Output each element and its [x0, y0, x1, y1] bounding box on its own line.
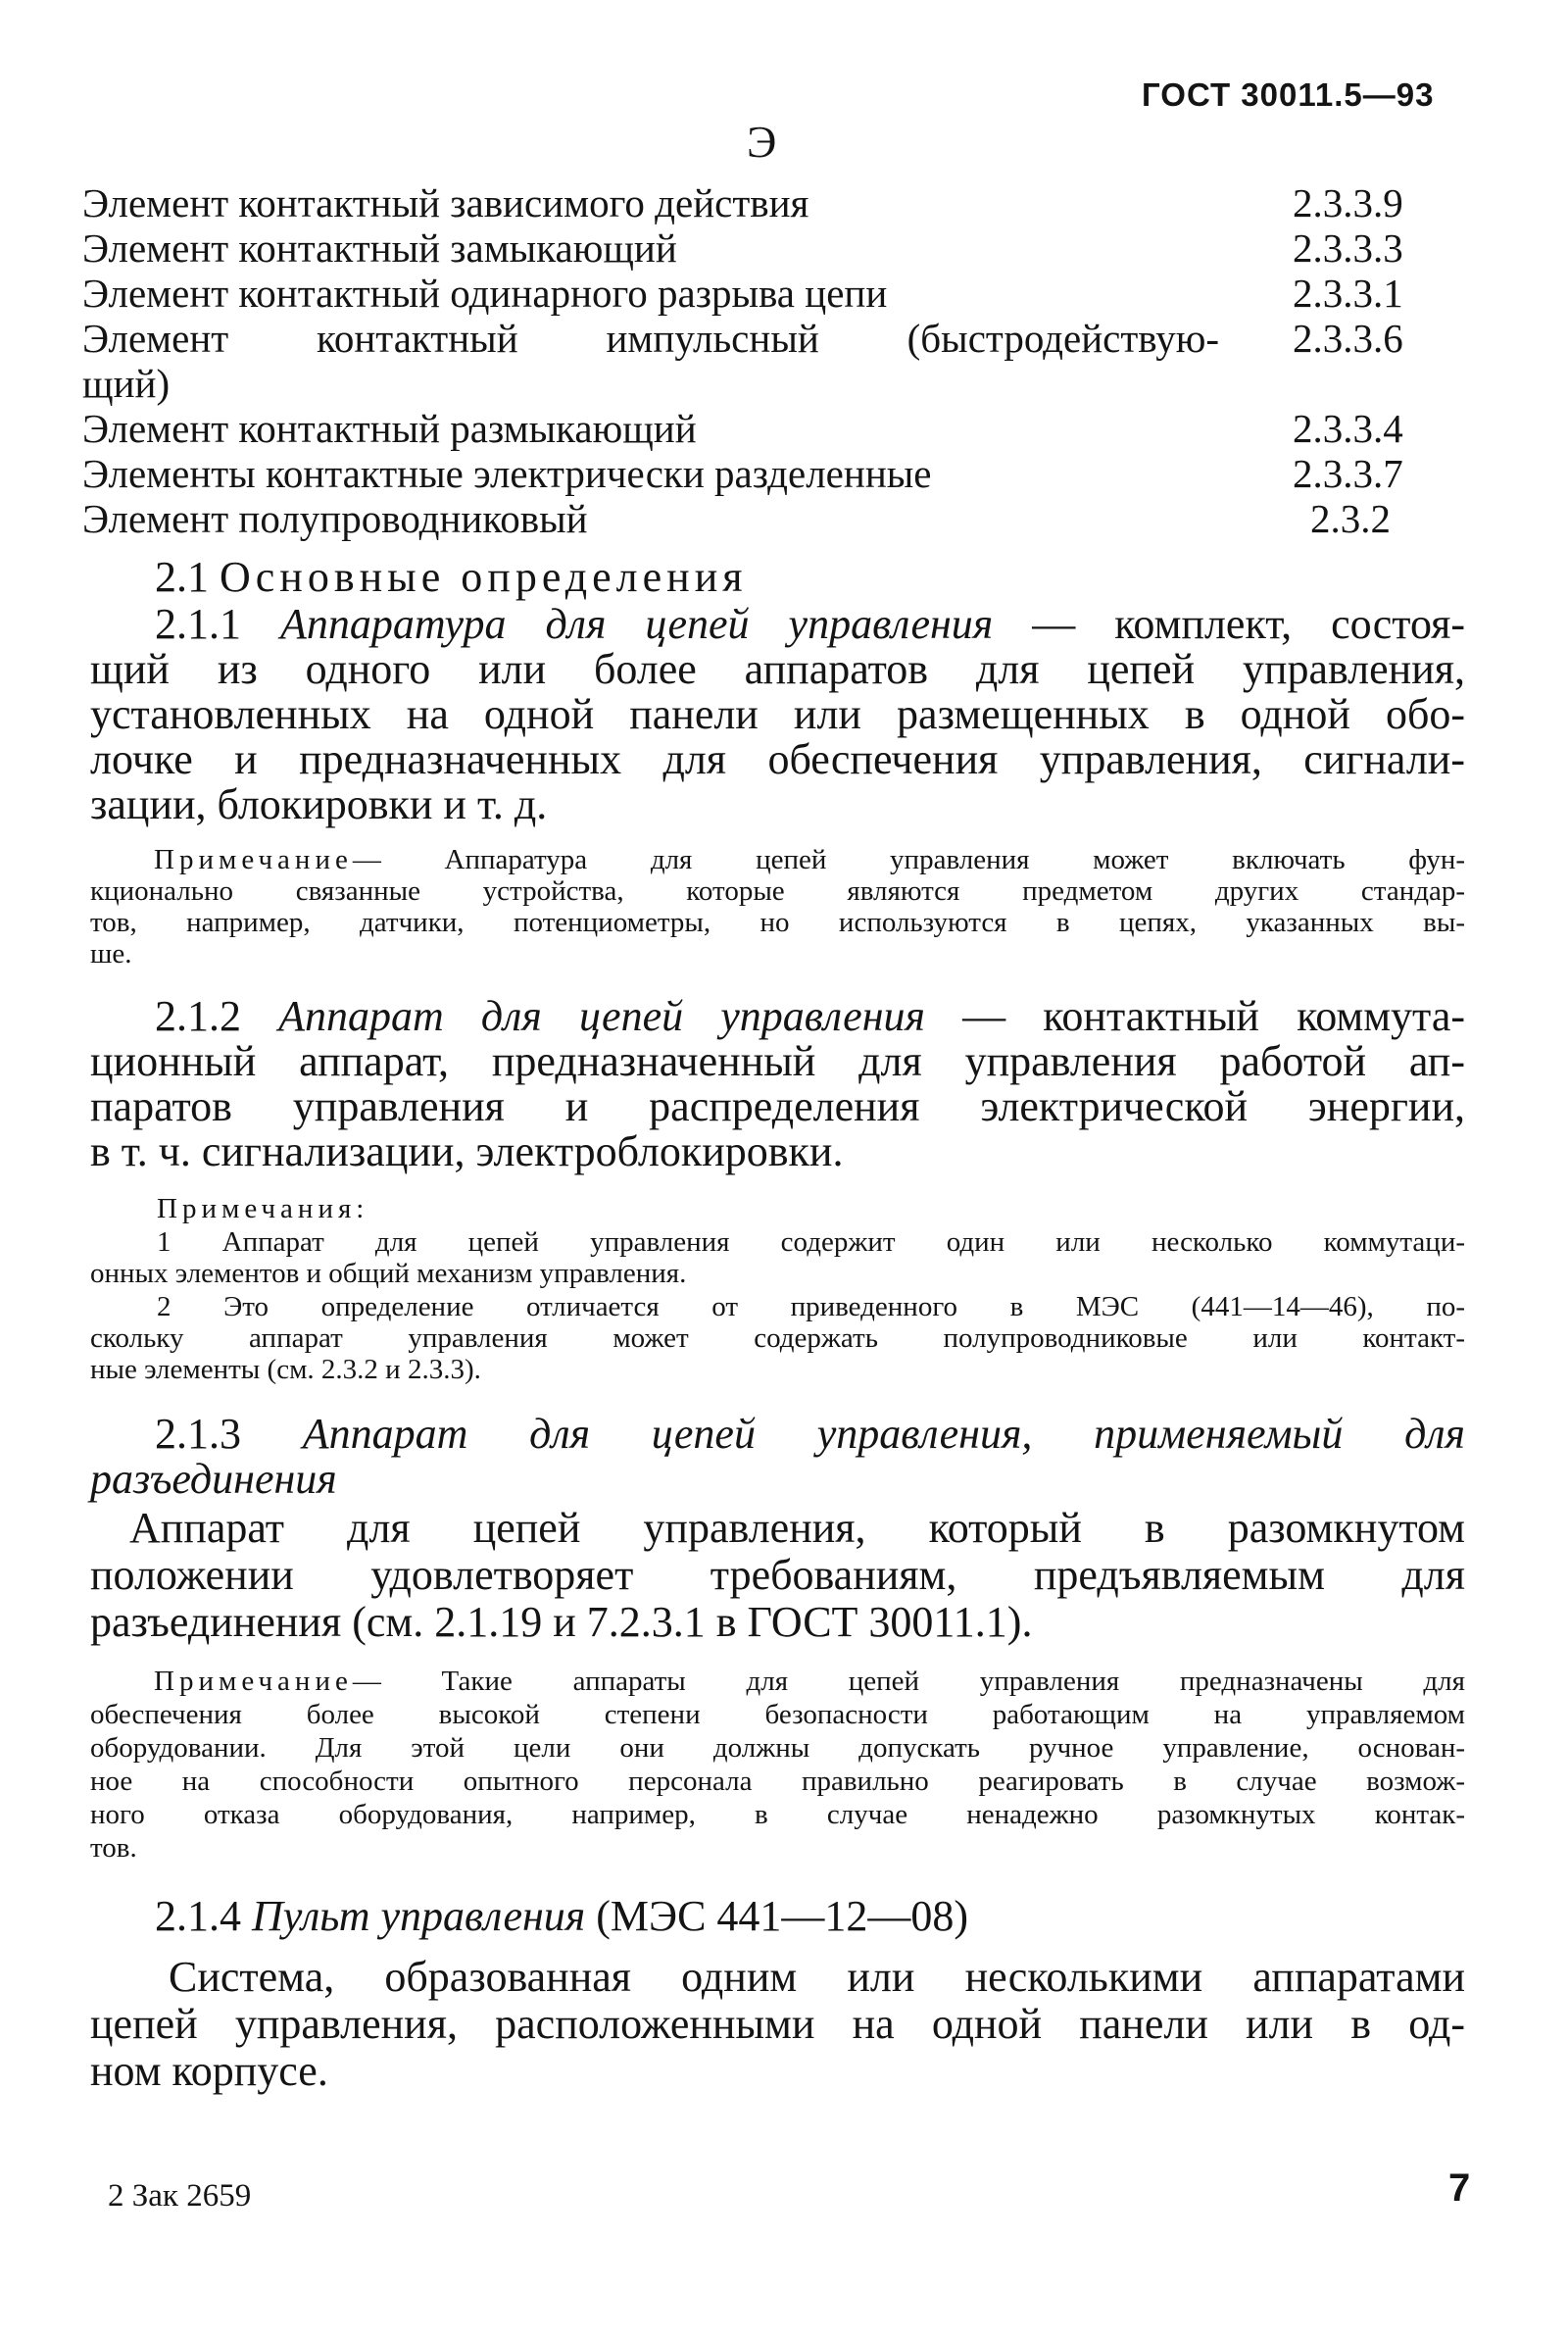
p211-term: Аппаратура для цепей управления	[280, 600, 994, 648]
index-entry	[82, 271, 1425, 316]
p212-note-line: 1 Аппарат для цепей управления содержит один или несколько коммутаци-	[157, 1226, 1465, 1258]
p213-line: Аппарат для цепей управления, который в разомкнутом	[129, 1504, 1465, 1552]
p211-note-line: ше.	[90, 938, 132, 970]
index-letter: Э	[747, 117, 777, 167]
p214-line: Система, образованная одним или несколькими аппаратами	[169, 1953, 1465, 2001]
p213-note-line-1	[154, 1667, 1465, 1696]
p213-note-line: тов.	[90, 1832, 137, 1864]
p213-note-line: оборудовании. Для этой цели они должны допускать ручное управление, основан-	[90, 1732, 1465, 1764]
p212-notes-label: Примечания:	[157, 1193, 369, 1224]
p213-number: 2.1.3	[155, 1410, 241, 1458]
p214-number: 2.1.4	[155, 1892, 241, 1940]
p211-tail: — комплект, состоя-	[1032, 600, 1466, 648]
p214-line: цепей управления, расположенными на одной панели или в од-	[90, 2000, 1465, 2048]
index-term: Элемент контактный размыкающий	[82, 406, 697, 451]
index-term: Элементы контактные электрически разделенные	[82, 451, 932, 496]
index-entry	[82, 406, 1425, 451]
index-ref: 2.3.3.9	[1293, 180, 1403, 225]
p212-line-1	[155, 994, 1465, 1039]
index-ref: 2.3.2	[1310, 496, 1391, 541]
section-heading	[155, 555, 748, 600]
index-entry	[82, 180, 1425, 225]
p213-note-label: Примечание	[154, 1666, 353, 1697]
p212-line: в т. ч. сигнализации, электроблокировки.	[90, 1127, 844, 1175]
index-term-continuation: щий)	[82, 361, 171, 406]
p212-line: паратов управления и распределения электрической энергии,	[90, 1082, 1465, 1130]
p214-ref: (МЭС 441—12—08)	[596, 1892, 969, 1940]
index-ref: 2.3.3.4	[1293, 406, 1403, 451]
section-title: Основные определения	[220, 553, 748, 601]
p211-line: щий из одного или более аппаратов для цепей управления,	[90, 645, 1465, 693]
p213-note-line: ного отказа оборудования, например, в случае ненадежно разомкнутых контак-	[90, 1799, 1465, 1830]
p211-line: зации, блокировки и т. д.	[90, 780, 548, 828]
standard-number: ГОСТ 30011.5—93	[1142, 76, 1435, 113]
term-index	[82, 180, 1425, 541]
p212-note-line: ные элементы (см. 2.3.2 и 2.3.3).	[90, 1354, 481, 1385]
p213-line: положении удовлетворяет требованиям, предъявляемым для	[90, 1551, 1465, 1599]
p211-note-line: тов, например, датчики, потенциометры, но используются в цепях, указанных вы-	[90, 907, 1465, 938]
index-term: Элемент контактный замыкающий	[82, 225, 677, 271]
section-number: 2.1	[155, 553, 209, 601]
p212-term: Аппарат для цепей управления	[278, 992, 925, 1040]
p214-line: ном корпусе.	[90, 2047, 328, 2095]
index-entry	[82, 451, 1425, 496]
p211-line: установленных на одной панели или размещенных в одной обо-	[90, 690, 1465, 738]
p211-line-1	[155, 602, 1465, 647]
p212-note-line: 2 Это определение отличается от приведенного в МЭС (441—14—46), по-	[157, 1291, 1465, 1322]
index-ref: 2.3.3.7	[1293, 451, 1403, 496]
p211-note-text: — Аппаратура для цепей управления может включать фун-	[352, 844, 1465, 875]
p211-line: лочке и предназначенных для обеспечения управления, сигнали-	[90, 735, 1465, 783]
p212-number: 2.1.2	[155, 992, 241, 1040]
index-entry	[82, 316, 1425, 406]
p212-line: ционный аппарат, предназначенный для управления работой ап-	[90, 1037, 1465, 1085]
index-ref: 2.3.3.3	[1293, 225, 1403, 271]
index-ref: 2.3.3.1	[1293, 271, 1403, 316]
p213-note-line: обеспечения более высокой степени безопасности работающим на управляемом	[90, 1699, 1465, 1730]
page-number: 7	[1448, 2166, 1471, 2210]
p214-heading	[155, 1894, 968, 1939]
index-term: Элемент контактный импульсный (быстродействую-	[82, 316, 1219, 361]
p214-term: Пульт управления	[252, 1892, 586, 1940]
index-term: Элемент контактный одинарного разрыва цепи	[82, 271, 888, 316]
index-entry	[82, 225, 1425, 271]
p211-note-line-1	[154, 845, 1465, 874]
p211-note-label: Примечание	[154, 844, 353, 875]
p212-note-line: онных элементов и общий механизм управления.	[90, 1258, 687, 1289]
p212-tail: — контактный коммута-	[962, 992, 1466, 1040]
p213-line: разъединения (см. 2.1.19 и 7.2.3.1 в ГОСТ 30011.1).	[90, 1598, 1033, 1646]
p213-line-1	[155, 1412, 1465, 1457]
p213-note-text: — Такие аппараты для цепей управления предназначены для	[352, 1666, 1465, 1697]
index-entry	[82, 496, 1425, 541]
index-term: Элемент контактный зависимого действия	[82, 180, 809, 225]
p211-note-line: кционально связанные устройства, которые являются предметом других стандар-	[90, 875, 1465, 907]
index-ref: 2.3.3.6	[1293, 316, 1403, 361]
p213-term-cont: разъединения	[90, 1455, 337, 1503]
p212-note-line: скольку аппарат управления может содержать полупроводниковые или контакт-	[90, 1322, 1465, 1354]
p213-term: Аппарат для цепей управления, применяемый для	[302, 1410, 1465, 1458]
p211-number: 2.1.1	[155, 600, 241, 648]
order-number: 2 Зак 2659	[108, 2178, 252, 2214]
p213-note-line: ное на способности опытного персонала правильно реагировать в случае возмож-	[90, 1766, 1465, 1797]
index-term: Элемент полупроводниковый	[82, 496, 588, 541]
